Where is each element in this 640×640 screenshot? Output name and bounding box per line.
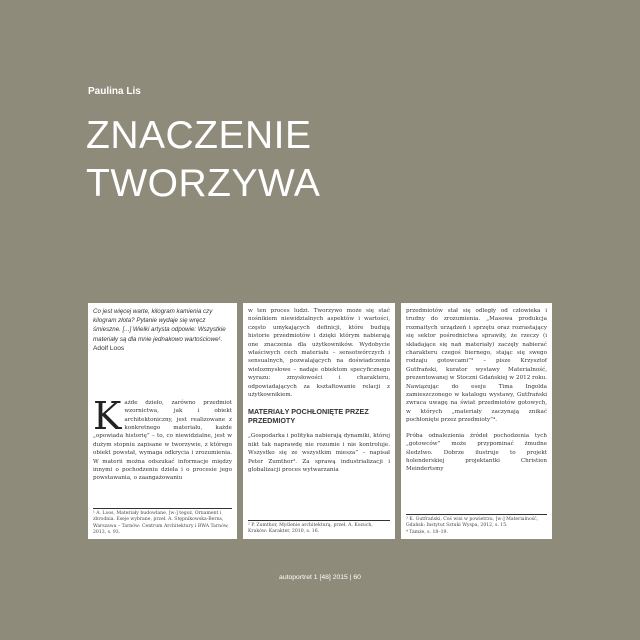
section-heading: MATERIAŁY POCHŁONIĘTE PRZEZ PRZEDMIOTY xyxy=(248,407,369,426)
footnote-divider xyxy=(93,508,232,509)
article-title xyxy=(86,112,320,208)
paragraph: Próba odnalezienia źródeł pochodzenia tych „gotowców” może przypominać żmudne śledztwo. Dobrze ilustruje to projekt holenderskiej projektantki Christien Meindertsmy xyxy=(406,432,547,473)
opening-paragraph xyxy=(93,393,232,483)
epigraph-author: Adolf Loos xyxy=(93,344,125,352)
page-footer: autoportret 1 [48] 2015 | 60 xyxy=(279,574,361,581)
paragraph: przedmiotów stał się odległy od człowieka i trudny do zrozumienia. „Masowa produkcja rozmaitych urządzeń i sprzętu oraz rozrastający się sektor pośrednictwa sprawiły, że rzeczy (i składające się nań materiały) zaczęły nabierać charakteru czegoś biernego, stając się swego rodzaju gotowcami”³ – pisze Krzysztof Gutfrański, kurator wystawy Materialność, prezentowanej w Stoczni Gdańskiej w 2012 roku. Nawiązując do eseju Tima Ingolda zamieszczonego w katalogu wystawy, Gutfrański zwraca uwagę na świat przedmiotów gotowych, w których „materiały zaczynają znikać pochłonięte przez przedmioty”⁴. xyxy=(406,308,547,424)
epigraph: Co jest więcej warte, kilogram kamienia czy kilogram złota? Pytanie wydaje się wręcz śmieszne. [...] Wielki artysta odpowie: Wszystkie materiały są dla mnie jednakowo wartościowe¹. xyxy=(93,308,226,343)
text-column-3 xyxy=(401,303,552,539)
title-line-2: TWORZYWA xyxy=(86,162,321,205)
footnote-3: ³ K. Gutfrański, Coś wisi w powietrzu, [w:] Materialność, Gdańsk: Instytut Sztuki Wyspa, 2012, s. 15. xyxy=(406,517,539,529)
column-3-content xyxy=(406,307,547,536)
title-line-1: ZNACZENIE xyxy=(86,114,312,157)
footnote-4: ⁴ Tamże, s. 18–19. xyxy=(406,530,448,535)
footnote-1: ¹ A. Loos, Materiały budowlane, [w:] tegoż, Ornament i zbrodnia. Eseje wybrane, przeł. A. Stępnikowska-Berns, Warszawa – Tarnów: Centrum Architektury i BWA Tarnów, 2013, s. 93. xyxy=(93,511,229,536)
footnote-divider xyxy=(406,514,547,515)
footnote-2: ² P. Zumthor, Myślenie architekturą, przeł. A. Kozuch, Kraków: Karakter, 2010, s. 16. xyxy=(248,523,373,535)
paragraph: w ten proces ludzi. Tworzywo może się stać nośnikiem niewidzialnych aspektów i wartości, często umykających definicji, które budują historie przedmiotów i dzięki którym nabierają one znaczenia dla użytkowników. Wydobycie właściwych cech materiału – sensotwórczych i sensualnych, pozwalających na doświadczenia wielozmysłowe – nadaje obiektom specyficznego wyrazu: zmysłowości i charakteru, odpowiadających za kształtowanie relacji z użytkownikiem. xyxy=(248,308,390,399)
footnote-divider xyxy=(248,520,390,521)
author-name: Paulina Lis xyxy=(88,86,141,97)
drop-cap: K xyxy=(93,393,122,438)
column-2-content xyxy=(248,307,390,536)
opening-paragraph-text: ażde dzieło, zarówno przedmiot wzornictwa, jak i obiekt architektoniczny, jest realizowane z konkretnego materiału, każde „opowiada historię” – to, co niewidzialne, jest w dużym stopniu zapisane w tworzywie, z którego obiekt powstał, wymaga odkrycia i zrozumienia. W materii można odszukać informacje między innymi o pochodzeniu dzieła i o procesie jego powstawania, o zaangażowaniu xyxy=(93,399,232,482)
column-1-content xyxy=(93,307,232,536)
paragraph: „Gospodarka i polityka nabierają dynamiki, której nikt tak naprawdę nie rozumie i nie kontroluje. Wszystko się ze wszystkim miesza” – napisał Peter Zumthor². Za sprawą industrializacji i globalizacji proces wytwarzania xyxy=(248,433,390,474)
text-column-1 xyxy=(88,303,237,539)
text-column-2 xyxy=(243,303,395,539)
